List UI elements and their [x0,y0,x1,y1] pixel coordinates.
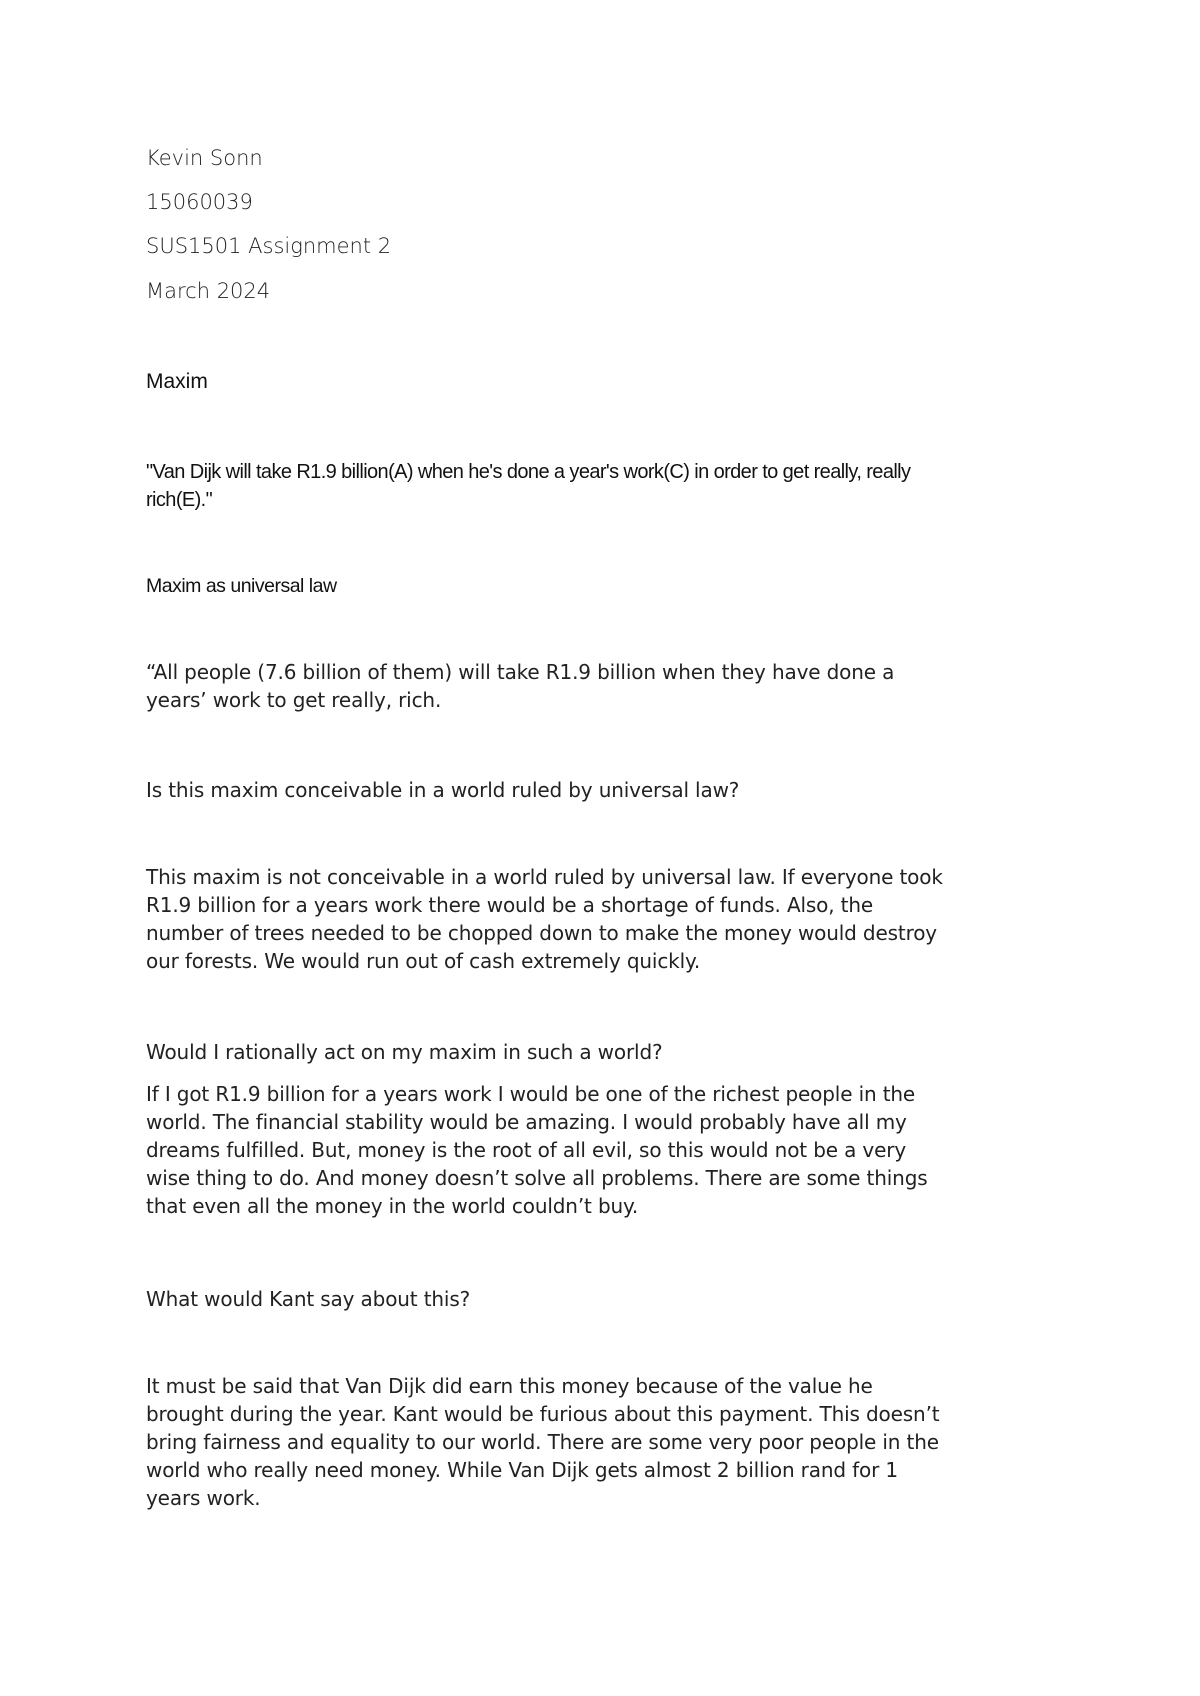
universal-law-heading: Maxim as universal law [146,575,337,597]
maxim-quote-line: "Van Dijk will take R1.9 billion(A) when he's done a year's work(C) in order to get really, really [146,461,911,483]
conceivable-answer-line: R1.9 billion for a years work there would be a shortage of funds. Also, the [146,893,874,917]
document-date: March 2024 [146,279,271,303]
assignment-title: SUS1501 Assignment 2 [146,234,392,258]
kant-answer-line: bring fairness and equality to our world. There are some very poor people in the [146,1430,939,1454]
kant-answer-line: It must be said that Van Dijk did earn this money because of the value he [146,1374,873,1398]
conceivable-answer-line: This maxim is not conceivable in a world ruled by universal law. If everyone took [146,865,943,889]
student-number: 15060039 [146,190,253,214]
maxim-quote-line: rich(E)." [146,489,213,511]
kant-answer-line: brought during the year. Kant would be furious about this payment. This doesn’t [146,1402,940,1426]
conceivable-question: Is this maxim conceivable in a world ruled by universal law? [146,778,740,802]
conceivable-answer-line: number of trees needed to be chopped down to make the money would destroy [146,921,937,945]
kant-answer-line: years work. [146,1486,261,1510]
rational-answer-line: dreams fulfilled. But, money is the root of all evil, so this would not be a very [146,1138,907,1162]
rational-answer-line: wise thing to do. And money doesn’t solve all problems. There are some things [146,1166,928,1190]
universal-law-statement [146,658,894,714]
kant-answer-line: world who really need money. While Van Dijk gets almost 2 billion rand for 1 [146,1458,898,1482]
kant-answer [146,1372,939,1512]
universal-law-line: “All people (7.6 billion of them) will take R1.9 billion when they have done a [146,660,895,684]
author-name: Kevin Sonn [146,146,263,170]
rational-answer-line: world. The financial stability would be amazing. I would probably have all my [146,1110,907,1134]
conceivable-answer-line: our forests. We would run out of cash extremely quickly. [146,949,701,973]
rational-answer-line: If I got R1.9 billion for a years work I would be one of the richest people in the [146,1082,916,1106]
maxim-quote [146,458,910,514]
kant-question: What would Kant say about this? [146,1287,471,1311]
rational-question: Would I rationally act on my maxim in such a world? [146,1040,663,1064]
universal-law-line: years’ work to get really, rich. [146,688,442,712]
conceivable-answer [146,863,943,975]
rational-answer-line: that even all the money in the world couldn’t buy. [146,1194,639,1218]
rational-answer [146,1080,928,1220]
maxim-heading: Maxim [146,370,208,393]
